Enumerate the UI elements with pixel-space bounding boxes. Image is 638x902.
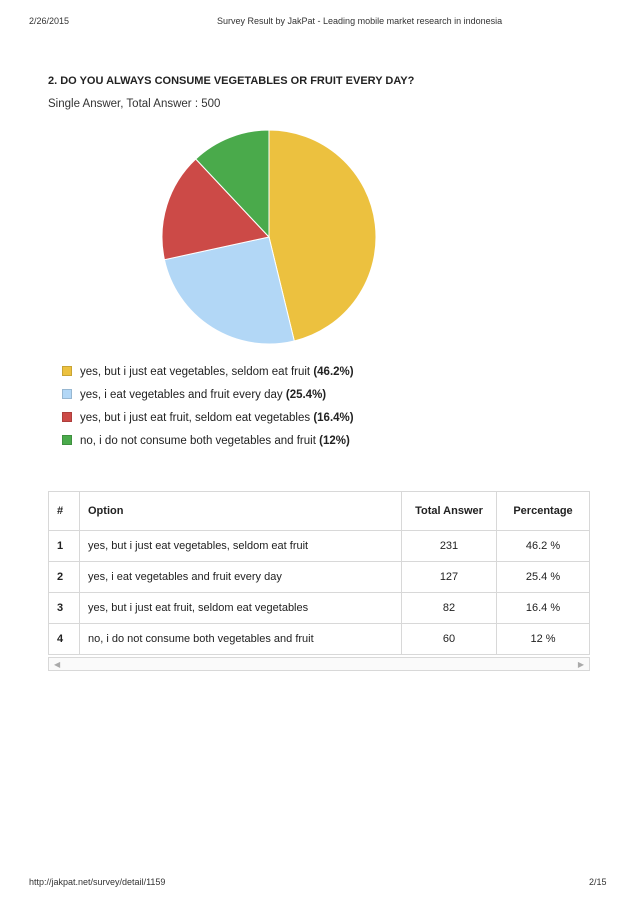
row-total: 231: [402, 531, 497, 562]
column-header: Option: [80, 492, 402, 531]
row-number: 1: [49, 531, 80, 562]
legend-label: no, i do not consume both vegetables and fruit: [80, 435, 316, 447]
row-option: yes, but i just eat vegetables, seldom eat fruit: [80, 531, 402, 562]
page-url: http://jakpat.net/survey/detail/1159: [29, 877, 166, 887]
pie-chart: [160, 128, 378, 346]
table-row: [49, 593, 590, 624]
table-header-row: [49, 492, 590, 531]
legend-percent: (25.4%): [285, 389, 327, 401]
arrow-left-icon[interactable]: ◀: [54, 660, 61, 669]
row-number: 3: [49, 593, 80, 624]
legend-percent: (12%): [319, 435, 350, 447]
legend-swatch: [62, 435, 72, 445]
results-table: [48, 491, 590, 655]
table-row: [49, 562, 590, 593]
legend-swatch: [62, 412, 72, 422]
row-option: no, i do not consume both vegetables and fruit: [80, 624, 402, 655]
table-horizontal-scrollbar[interactable]: [48, 657, 590, 671]
table-row: [49, 624, 590, 655]
row-total: 127: [402, 562, 497, 593]
print-title: Survey Result by JakPat - Leading mobile market research in indonesia: [217, 16, 503, 26]
row-percentage: 25.4 %: [497, 562, 590, 593]
print-date: 2/26/2015: [29, 16, 70, 26]
legend-percent: (46.2%): [313, 366, 354, 378]
column-header: Total Answer: [402, 492, 497, 531]
arrow-right-icon[interactable]: ▶: [577, 660, 584, 669]
row-number: 4: [49, 624, 80, 655]
page-number: 2/15: [589, 877, 607, 887]
row-percentage: 16.4 %: [497, 593, 590, 624]
row-option: yes, i eat vegetables and fruit every day: [80, 562, 402, 593]
column-header: Percentage: [497, 492, 590, 531]
row-percentage: 12 %: [497, 624, 590, 655]
legend-label: yes, but i just eat vegetables, seldom eat fruit: [80, 366, 311, 378]
legend-label: yes, i eat vegetables and fruit every day: [80, 389, 283, 401]
legend-swatch: [62, 366, 72, 376]
legend-percent: (16.4%): [313, 412, 354, 424]
row-number: 2: [49, 562, 80, 593]
legend-swatch: [62, 389, 72, 399]
question-subtitle: Single Answer, Total Answer : 500: [48, 98, 221, 110]
column-header: #: [49, 492, 80, 531]
question-title: 2. DO YOU ALWAYS CONSUME VEGETABLES OR FRUIT EVERY DAY?: [48, 75, 415, 87]
table-row: [49, 531, 590, 562]
row-percentage: 46.2 %: [497, 531, 590, 562]
legend-label: yes, but i just eat fruit, seldom eat vegetables: [80, 412, 311, 424]
row-option: yes, but i just eat fruit, seldom eat vegetables: [80, 593, 402, 624]
row-total: 60: [402, 624, 497, 655]
row-total: 82: [402, 593, 497, 624]
